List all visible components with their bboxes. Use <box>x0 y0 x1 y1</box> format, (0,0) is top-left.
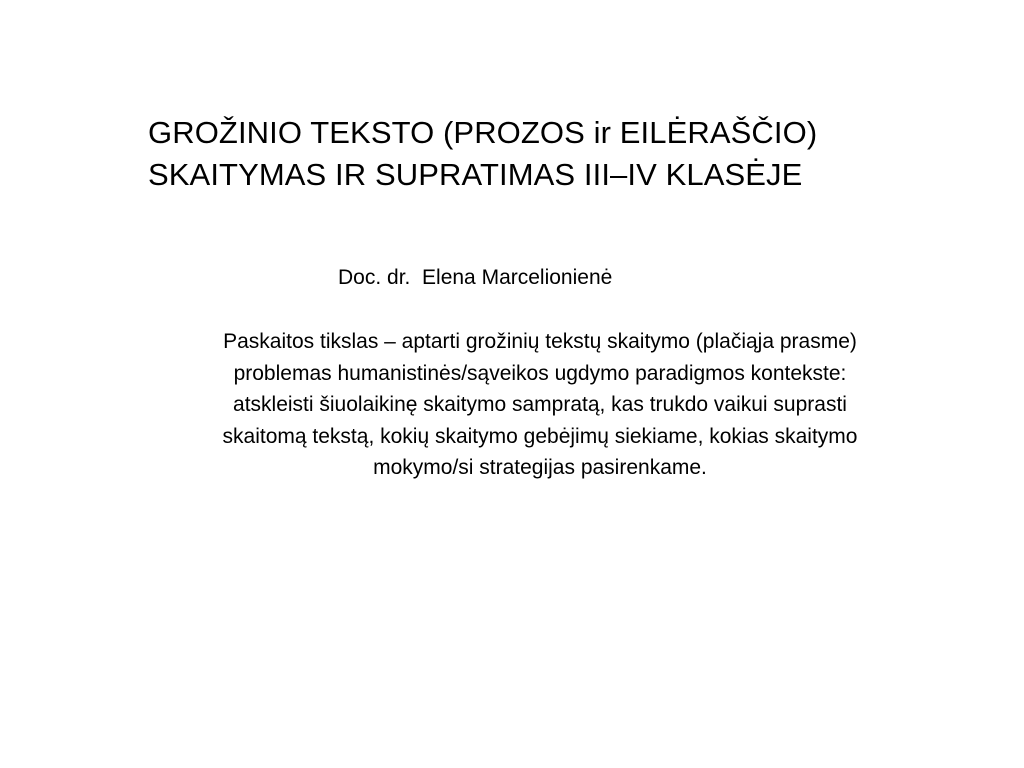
description-line-4: skaitomą tekstą, kokių skaitymo gebėjimų siekiame, kokias skaitymo <box>222 424 858 448</box>
title-line-1: GROŽINIO TEKSTO (PROZOS ir EILĖRAŠČIO) <box>148 115 818 150</box>
description-line-5: mokymo/si strategijas pasirenkame. <box>373 456 707 479</box>
description-line-3: atskleisti šiuolaikinę skaitymo sampratą, kas trukdo vaikui suprasti <box>233 393 847 416</box>
author-name: Doc. dr. Elena Marcelionienė <box>338 266 613 289</box>
description-line-1: Paskaitos tikslas – aptarti grožinių tekstų skaitymo (plačiąja prasme) <box>223 330 857 353</box>
slide-title <box>148 112 948 196</box>
description-line-2: problemas humanistinės/sąveikos ugdymo paradigmos kontekste: <box>233 361 847 385</box>
title-line-2: SKAITYMAS IR SUPRATIMAS III–IV KLASĖJE <box>148 157 803 192</box>
lecture-description <box>130 326 950 484</box>
